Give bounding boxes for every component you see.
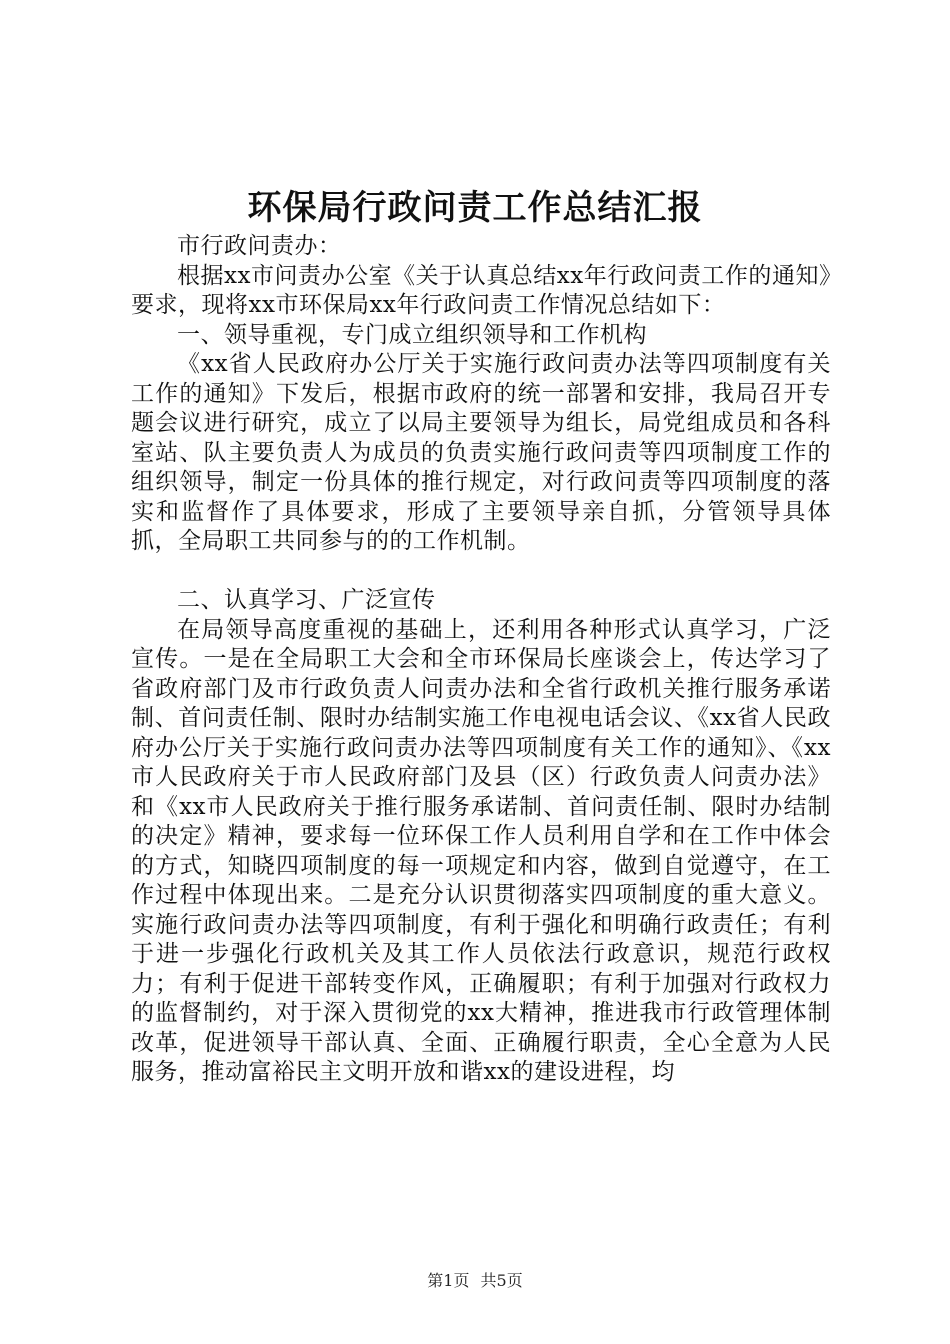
section-heading-1: 一、领导重视，专门成立组织领导和工作机构 (177, 321, 647, 348)
document-body (131, 232, 831, 1088)
section-heading-2: 二、认真学习、广泛宣传 (177, 587, 436, 613)
section-2-paragraph: 在局领导高度重视的基础上，还利用各种形式认真学习，广泛宣传。一是在全局职工大会和全市环保局长座谈会上，传达学习了省政府部门及市行政负责人问责办法和全省行政机关推行服务承诺制、首问责任制、限时办结制实施工作电视电话会议、《xx省人民政府办公厅关于实施行政问责办法等四项制度有关工作的通知》、《xx市人民政府关于市人民政府部门及县（区）行政负责人问责办法》和《xx市人民政府关于推行服务承诺制、首问责任制、限时办结制的决定》精神，要求每一位环保工作人员利用自学和在工作中体会的方式，知晓四项制度的每一项规定和内容，做到自觉遵守，在工作过程中体现出来。二是充分认识贯彻落实四项制度的重大意义。实施行政问责办法等四项制度，有利于强化和明确行政责任；有利于进一步强化行政机关及其工作人员依法行政意识，规范行政权力；有利于促进干部转变作风，正确履职；有利于加强对行政权力的监督制约，对于深入贯彻党的xx大精神，推进我市行政管理体制改革，促进领导干部认真、全面、正确履行职责，全心全意为人民服务，推动富裕民主文明开放和谐xx的建设进程，均 (131, 616, 831, 1085)
page-footer (0, 1270, 950, 1292)
salutation: 市行政问责办： (177, 233, 342, 259)
intro-paragraph: 根据xx市问责办公室《关于认真总结xx年行政问责工作的通知》要求，现将xx市环保局xx年行政问责工作情况总结如下： (131, 262, 831, 318)
section-1-paragraph: 《xx省人民政府办公厅关于实施行政问责办法等四项制度有关工作的通知》下发后，根据市政府的统一部署和安排，我局召开专题会议进行研究，成立了以局主要领导为组长，局党组成员和各科室站、队主要负责人为成员的负责实施行政问责等四项制度工作的组织领导，制定一份具体的推行规定，对行政问责等四项制度的落实和监督作了具体要求，形成了主要领导亲自抓，分管领导具体抓，全局职工共同参与的的工作机制。 (131, 351, 831, 554)
document-title: 环保局行政问责工作总结汇报 (247, 188, 703, 228)
page-total: 共5页 (480, 1271, 523, 1290)
page-number: 第1页 (427, 1271, 470, 1290)
